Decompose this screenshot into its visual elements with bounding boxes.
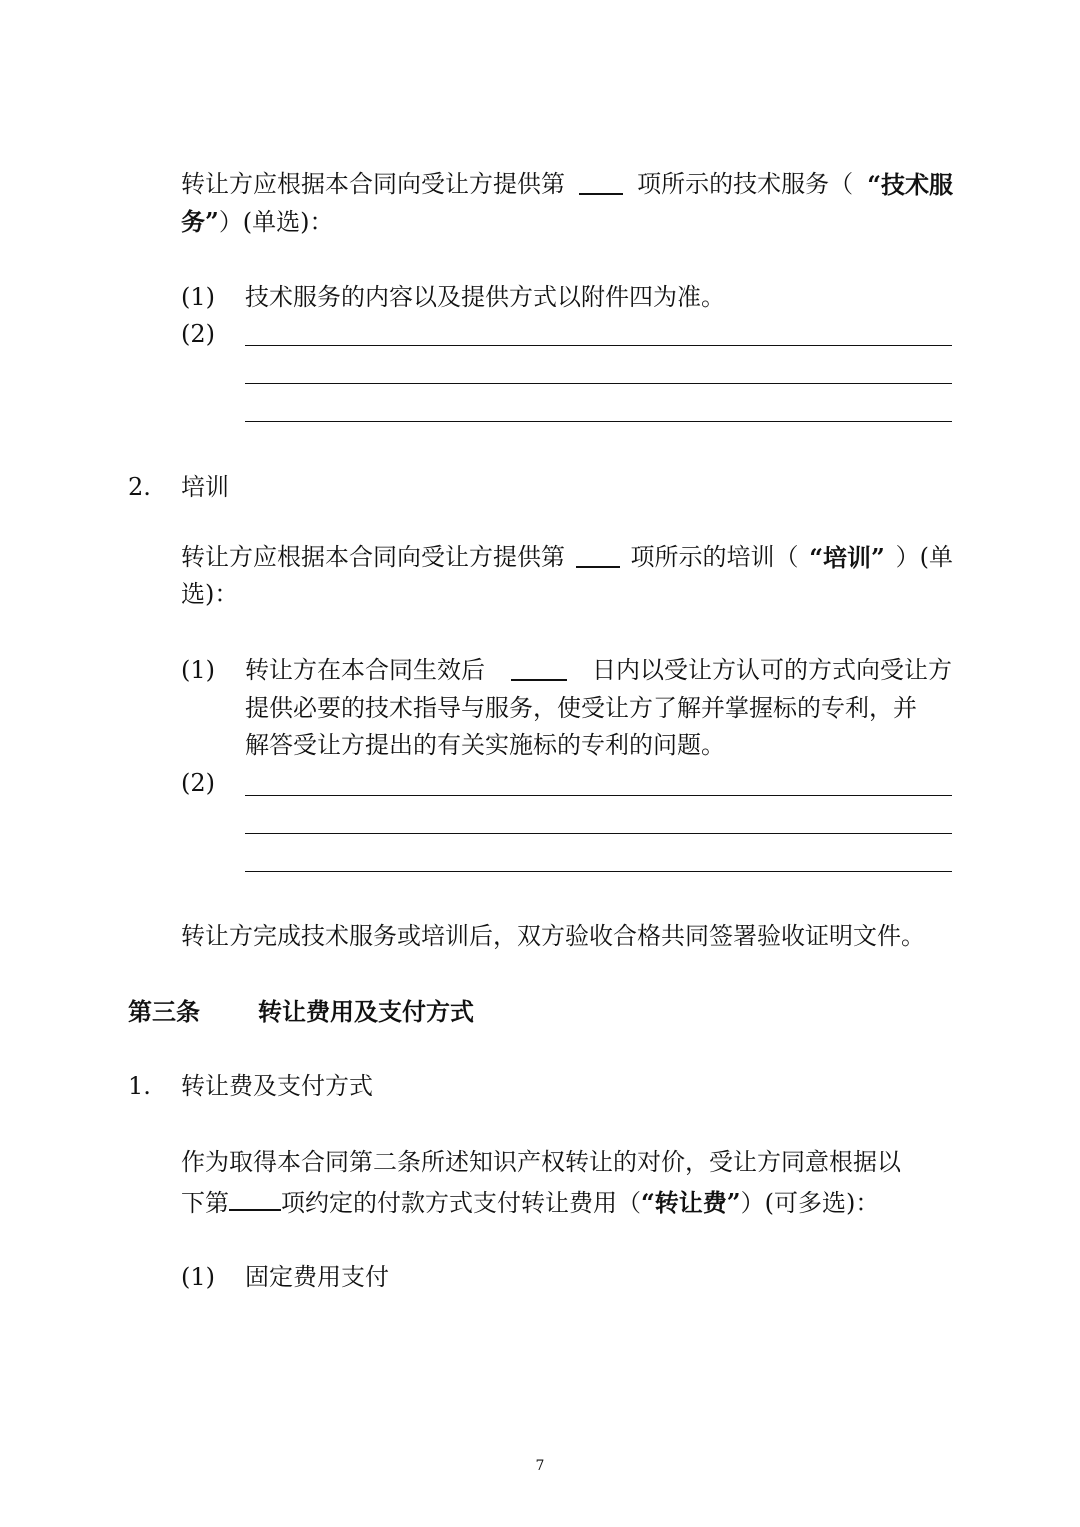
payment-method-blank[interactable] (229, 1182, 281, 1211)
training-item-1-number: (1) (181, 656, 215, 684)
service-item-2-fill-line-3[interactable] (245, 421, 952, 422)
fee-item-1-text: 固定费用支付 (245, 1263, 389, 1291)
service-item-2-fill-line-2[interactable] (245, 383, 952, 384)
training-item-1-line-3: 解答受让方提出的有关实施标的专利的问题。 (245, 731, 725, 759)
training-intro-line-1: 转让方应根据本合同向受让方提供第 项所示的培训（ “培训” ）(单 (181, 539, 953, 576)
service-item-1-number: (1) (181, 283, 215, 311)
fee-item-1-number: (1) (181, 1263, 215, 1291)
training-item-2-fill-line-3[interactable] (245, 871, 952, 872)
service-intro-line-2: 务”）(单选)： (181, 207, 334, 236)
article-3-label: 第三条 (128, 997, 200, 1026)
fee-section-number: 1. (128, 1072, 151, 1100)
training-intro-line-2: 选)： (181, 580, 239, 608)
training-section-title: 培训 (181, 473, 229, 501)
training-item-blank[interactable] (576, 539, 620, 568)
fee-intro-line-1: 作为取得本合同第二条所述知识产权转让的对价，受让方同意根据以 (181, 1148, 901, 1176)
page-number: 7 (535, 1458, 545, 1474)
training-item-1-line-2: 提供必要的技术指导与服务，使受让方了解并掌握标的专利，并 (245, 694, 917, 722)
article-3-title: 转让费用及支付方式 (258, 997, 474, 1026)
fee-section-title: 转让费及支付方式 (181, 1072, 373, 1100)
service-item-blank[interactable] (579, 166, 623, 195)
service-intro-line-1: 转让方应根据本合同向受让方提供第 项所示的技术服务（ “技术服 (181, 166, 953, 203)
training-item-2-fill-line-1[interactable] (245, 795, 952, 796)
service-item-2-fill-line-1[interactable] (245, 345, 952, 346)
training-section-number: 2. (128, 473, 151, 501)
training-days-blank[interactable] (511, 652, 567, 681)
training-item-2-fill-line-2[interactable] (245, 833, 952, 834)
training-item-2-number: (2) (181, 769, 215, 797)
fee-intro-line-2: 下第 项约定的付款方式支付转让费用（“转让费”）(可多选)： (181, 1182, 953, 1222)
service-item-1-text: 技术服务的内容以及提供方式以附件四为准。 (245, 283, 725, 311)
acceptance-text: 转让方完成技术服务或培训后，双方验收合格共同签署验收证明文件。 (181, 922, 925, 950)
service-item-2-number: (2) (181, 320, 215, 348)
training-item-1-line-1: 转让方在本合同生效后 日内以受让方认可的方式向受让方 (245, 652, 952, 689)
